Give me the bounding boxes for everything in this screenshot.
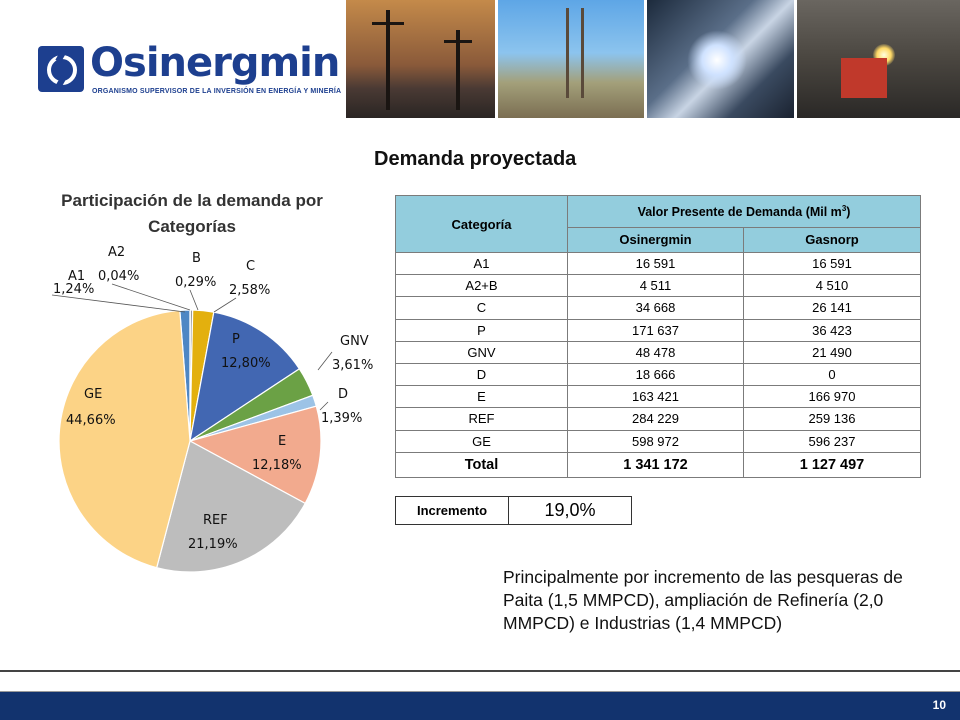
slice-value-e: 12,18% [252, 458, 302, 473]
total-label: Total [396, 452, 568, 477]
increment-value: 19,0% [509, 496, 632, 525]
table-cell-gasnorp: 21 490 [744, 341, 921, 363]
table-cell-gasnorp: 259 136 [744, 408, 921, 430]
slice-label-gnv: GNV [340, 334, 369, 349]
table-cell-osinergmin: 34 668 [568, 297, 744, 319]
table-cell-gasnorp: 0 [744, 363, 921, 385]
slice-label-d: D [338, 387, 349, 402]
table-cell-cat: C [396, 297, 568, 319]
slice-value-d: 1,39% [321, 411, 363, 426]
slice-label-b: B [192, 251, 201, 266]
table-row [396, 341, 921, 363]
drilling-rig-photo [498, 0, 643, 118]
demand-pie-chart [0, 240, 400, 590]
table-cell-osinergmin: 18 666 [568, 363, 744, 385]
table-cell-cat: REF [396, 408, 568, 430]
table-row [396, 275, 921, 297]
slice-value-b: 0,29% [175, 275, 217, 290]
table-row [396, 319, 921, 341]
leader-line [190, 290, 198, 310]
table-cell-osinergmin: 284 229 [568, 408, 744, 430]
table-cell-cat: P [396, 319, 568, 341]
header-categoria: Categoría [396, 196, 568, 253]
header-gasnorp: Gasnorp [744, 227, 921, 252]
logo-name: Osinergmin [90, 40, 340, 86]
slice-label-ref: REF [203, 513, 228, 528]
logo-subtitle: ORGANISMO SUPERVISOR DE LA INVERSIÓN EN ENERGÍA Y MINERÍA [92, 88, 342, 95]
total-row [396, 452, 921, 477]
table-cell-gasnorp: 166 970 [744, 386, 921, 408]
table-row [396, 297, 921, 319]
header-photo-strip [346, 0, 960, 118]
table-cell-cat: A1 [396, 253, 568, 275]
footer-bar [0, 692, 960, 720]
slice-label-e: E [278, 434, 287, 449]
page-title: Demanda proyectada [374, 148, 577, 170]
leader-line [318, 352, 332, 370]
slice-label-a2: A2 [108, 245, 126, 260]
slice-value-ge: 44,66% [66, 413, 116, 428]
table-row [396, 363, 921, 385]
slice-label-p: P [232, 332, 240, 347]
total-gasnorp: 1 127 497 [744, 452, 921, 477]
table-cell-cat: A2+B [396, 275, 568, 297]
table-cell-osinergmin: 4 511 [568, 275, 744, 297]
explanation-note: Principalmente por incremento de las pesqueras de Paita (1,5 MMPCD), ampliación de Refinería (2,0 MMPCD) e Industrias (1,4 MMPCD) [503, 567, 903, 633]
osinergmin-emblem-icon [38, 46, 84, 92]
table-cell-osinergmin: 48 478 [568, 341, 744, 363]
table-cell-gasnorp: 16 591 [744, 253, 921, 275]
leader-line [320, 402, 328, 410]
slice-value-gnv: 3,61% [332, 358, 374, 373]
table-cell-cat: E [396, 386, 568, 408]
slice-label-c: C [246, 259, 256, 274]
slice-label-a1: A1 [68, 269, 86, 284]
slice-value-a2: 0,04% [98, 269, 140, 284]
power-lines-photo [346, 0, 495, 118]
table-cell-osinergmin: 16 591 [568, 253, 744, 275]
table-cell-cat: D [396, 363, 568, 385]
table-cell-osinergmin: 598 972 [568, 430, 744, 452]
chart-title: Participación de la demanda por Categorías [61, 191, 323, 236]
welding-pipeline-photo [647, 0, 794, 118]
demand-table [395, 195, 921, 478]
slice-value-p: 12,80% [221, 356, 271, 371]
osinergmin-logo [38, 40, 342, 104]
footer-divider [0, 670, 960, 692]
table-cell-gasnorp: 26 141 [744, 297, 921, 319]
slice-value-c: 2,58% [229, 283, 271, 298]
mining-tunnel-photo [797, 0, 960, 118]
table-cell-osinergmin: 171 637 [568, 319, 744, 341]
table-cell-cat: GE [396, 430, 568, 452]
slice-label-ge: GE [84, 387, 103, 402]
table-cell-gasnorp: 4 510 [744, 275, 921, 297]
header-valor-presente: Valor Presente de Demanda (Mil $m^3$) [568, 196, 921, 228]
table-row [396, 430, 921, 452]
increment-label: Incremento [395, 496, 509, 525]
total-osinergmin: 1 341 172 [568, 452, 744, 477]
header-osinergmin: Osinergmin [568, 227, 744, 252]
table-cell-osinergmin: 163 421 [568, 386, 744, 408]
leader-line [214, 298, 236, 312]
slice-value-ref: 21,19% [188, 537, 238, 552]
table-row [396, 253, 921, 275]
slice-value-a1: 1,24% [53, 282, 95, 297]
table-cell-cat: GNV [396, 341, 568, 363]
page-number: 10 [932, 698, 946, 712]
table-row [396, 386, 921, 408]
table-cell-gasnorp: 36 423 [744, 319, 921, 341]
leader-line [52, 295, 185, 312]
table-row [396, 408, 921, 430]
table-cell-gasnorp: 596 237 [744, 430, 921, 452]
